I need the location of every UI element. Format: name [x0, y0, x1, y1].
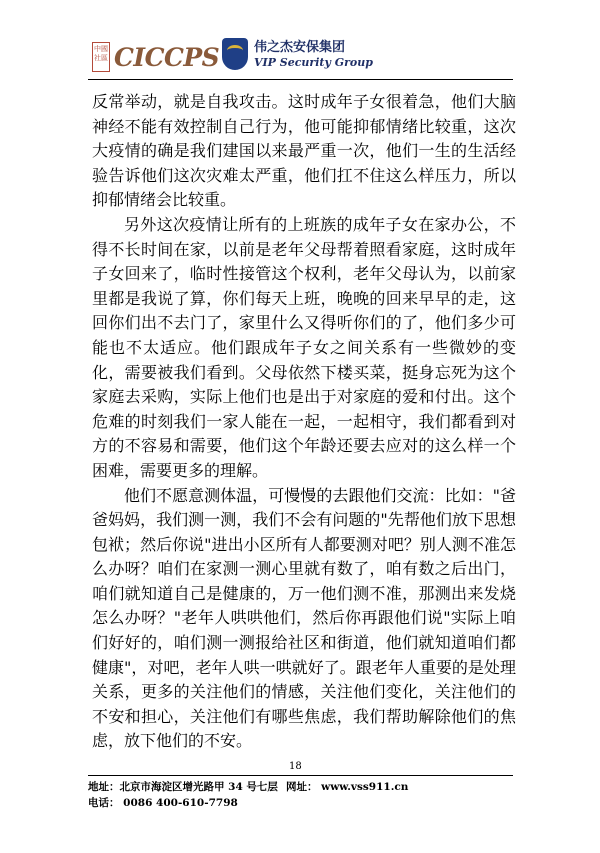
- seal-icon: 中國 社區: [92, 42, 110, 72]
- paragraph-1: 反常举动，就是自我攻击。这时成年子女很着急，他们大脑神经不能有效控制自己行为，他可能抑郁情绪比较重，这次大疫情的确是我们建国以来最严重一次，他们一生的生活经验告诉他们这次灾难太严重，他们扛不住这么样压力，所以抑郁情绪会比较重。: [92, 92, 516, 210]
- footer-website: 网址： www.vss911.cn: [286, 781, 409, 793]
- group-name: [254, 39, 373, 70]
- paragraph-3: 他们不愿意测体温，可慢慢的去跟他们交流：比如："爸爸妈妈，我们测一测，我们不会有问题的"先帮他们放下思想包袱；然后你说"进出小区所有人都要测对吧？别人测不准怎么办呀？咱们在家测一测心里就有数了，咱有数之后出门，咱们就知道自己是健康的，万一他们测不准，那测出来发烧怎么办呀？"老年人哄哄他们，然后你再跟他们说"实际上咱们好好的，咱们测一测报给社区和街道，他们就知道咱们都健康"，对吧，老年人哄一哄就好了。跟老年人重要的是处理关系，更多的关注他们的情感，关注他们变化，关注他们的不安和担心，关注他们有哪些焦虑，我们帮助解除他们的焦虑，放下他们的不安。: [92, 485, 516, 751]
- group-name-cn: 伟之杰安保集团: [254, 39, 346, 55]
- ciccps-logo: [92, 42, 219, 72]
- vip-security-logo: [222, 38, 373, 70]
- brand-name: CICCPS: [114, 42, 220, 72]
- page-number: 18: [289, 761, 302, 772]
- footer-phone: 电话： 0086 400-610-7798: [88, 797, 238, 809]
- page-footer: [88, 779, 513, 811]
- shield-icon: [222, 38, 248, 70]
- header-divider: [88, 79, 513, 80]
- footer-divider: [88, 775, 513, 776]
- page-header: [0, 0, 600, 86]
- paragraph-2: 另外这次疫情让所有的上班族的成年子女在家办公，不得不长时间在家，以前是老年父母帮着照看家庭，这时成年子女回来了，临时性接管这个权利，老年父母认为，以前家里都是我说了算，你们每天上班，晚晚的回来早早的走，这回你们出不去门了，家里什么又得听你们的了，他们多少可能也不太适应。他们跟成年子女之间关系有一些微妙的变化，需要被我们看到。父母依然下楼买菜，挺身忘死为这个家庭去采购，实际上他们也是出于对家庭的爱和付出。这个危难的时刻我们一家人能在一起，一起相守，我们都看到对方的不容易和需要，他们这个年龄还要去应对的这么样一个困难，需要更多的理解。: [92, 214, 516, 480]
- document-body: [92, 90, 516, 754]
- footer-address: 地址：北京市海淀区增光路甲 34 号七层: [88, 781, 278, 793]
- group-name-en: VIP Security Group: [254, 55, 373, 69]
